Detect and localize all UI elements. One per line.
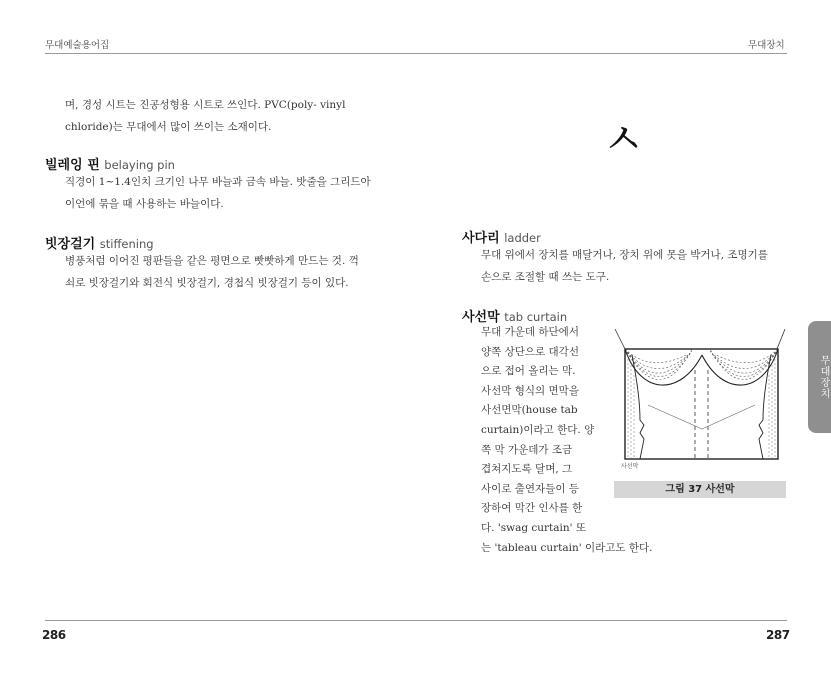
text-line: 다. 'swag curtain' 또 bbox=[481, 521, 587, 534]
term-english: stiffening bbox=[99, 237, 154, 251]
text-line: curtain)이라고 한다. 양 bbox=[481, 423, 595, 436]
text-line: 사이로 출연자들이 등 bbox=[481, 482, 579, 495]
entry-definition-ladder bbox=[481, 244, 768, 288]
text-line: 병풍처럼 이어진 평판들을 같은 평면으로 빳빳하게 만드는 것. 꺽 bbox=[65, 255, 359, 267]
entry-definition-belaying-pin bbox=[65, 171, 371, 215]
entry-definition-stiffening bbox=[65, 250, 359, 294]
header-divider bbox=[45, 53, 787, 54]
term-korean: 빗장걸기 bbox=[45, 237, 96, 252]
text-line: 무대 가운데 하단에서 bbox=[481, 326, 579, 338]
side-tab-label: 무대장치 bbox=[818, 355, 829, 399]
text-line: 사선막 형식의 면막을 bbox=[481, 384, 579, 397]
figure-caption: 그림 37 사선막 bbox=[614, 481, 786, 498]
text-line: 쪽 막 가운데가 조금 bbox=[481, 443, 573, 456]
text-line: 무대 위에서 장치를 매달거나, 장치 위에 못을 박거나, 조명기를 bbox=[481, 249, 768, 261]
term-korean: 빌레잉 핀 bbox=[45, 158, 100, 173]
text-line: 는 'tableau curtain' 이라고도 한다. bbox=[481, 541, 653, 554]
text-line: 며, 경성 시트는 진공성형용 시트로 쓰인다. PVC(poly- vinyl bbox=[65, 99, 346, 111]
text-line: chloride)는 무대에서 많이 쓰이는 소재이다. bbox=[65, 121, 272, 133]
footer-divider bbox=[45, 620, 787, 621]
running-header-left: 무대예술용어집 bbox=[45, 40, 110, 51]
page-number-right: 287 bbox=[766, 628, 790, 642]
term-english: tab curtain bbox=[504, 310, 568, 324]
text-line: 겹쳐지도록 달며, 그 bbox=[481, 463, 573, 476]
text-line: 장하여 막간 인사를 한 bbox=[481, 502, 583, 515]
text-line: 쇠로 빗장걸기와 회전식 빗장걸기, 경첩식 빗장걸기 등이 있다. bbox=[65, 277, 349, 289]
running-header-right: 무대장치 bbox=[748, 40, 785, 51]
text-line: 사선면막(house tab bbox=[481, 404, 578, 417]
text-line: 이언에 묶을 때 사용하는 바늘이다. bbox=[65, 198, 224, 210]
term-korean: 사다리 bbox=[462, 231, 500, 246]
text-line: 양쪽 상단으로 대각선 bbox=[481, 345, 579, 358]
continued-paragraph bbox=[65, 94, 345, 138]
text-line: 으로 접어 올리는 막. bbox=[481, 365, 576, 378]
text-line: 직경이 1~1.4인치 크기인 나무 바늘과 금속 바늘. 밧줄을 그리드아 bbox=[65, 176, 371, 188]
term-english: ladder bbox=[504, 231, 541, 245]
term-english: belaying pin bbox=[104, 158, 175, 172]
text-line: 손으로 조절할 때 쓰는 도구. bbox=[481, 271, 610, 283]
term-korean: 사선막 bbox=[462, 310, 500, 325]
tab-curtain-illustration bbox=[610, 325, 790, 465]
section-letter: ㅅ bbox=[602, 114, 645, 165]
chapter-side-tab[interactable] bbox=[808, 321, 831, 433]
figure-label: 사선막 bbox=[621, 463, 639, 470]
page-number-left: 286 bbox=[42, 628, 66, 642]
